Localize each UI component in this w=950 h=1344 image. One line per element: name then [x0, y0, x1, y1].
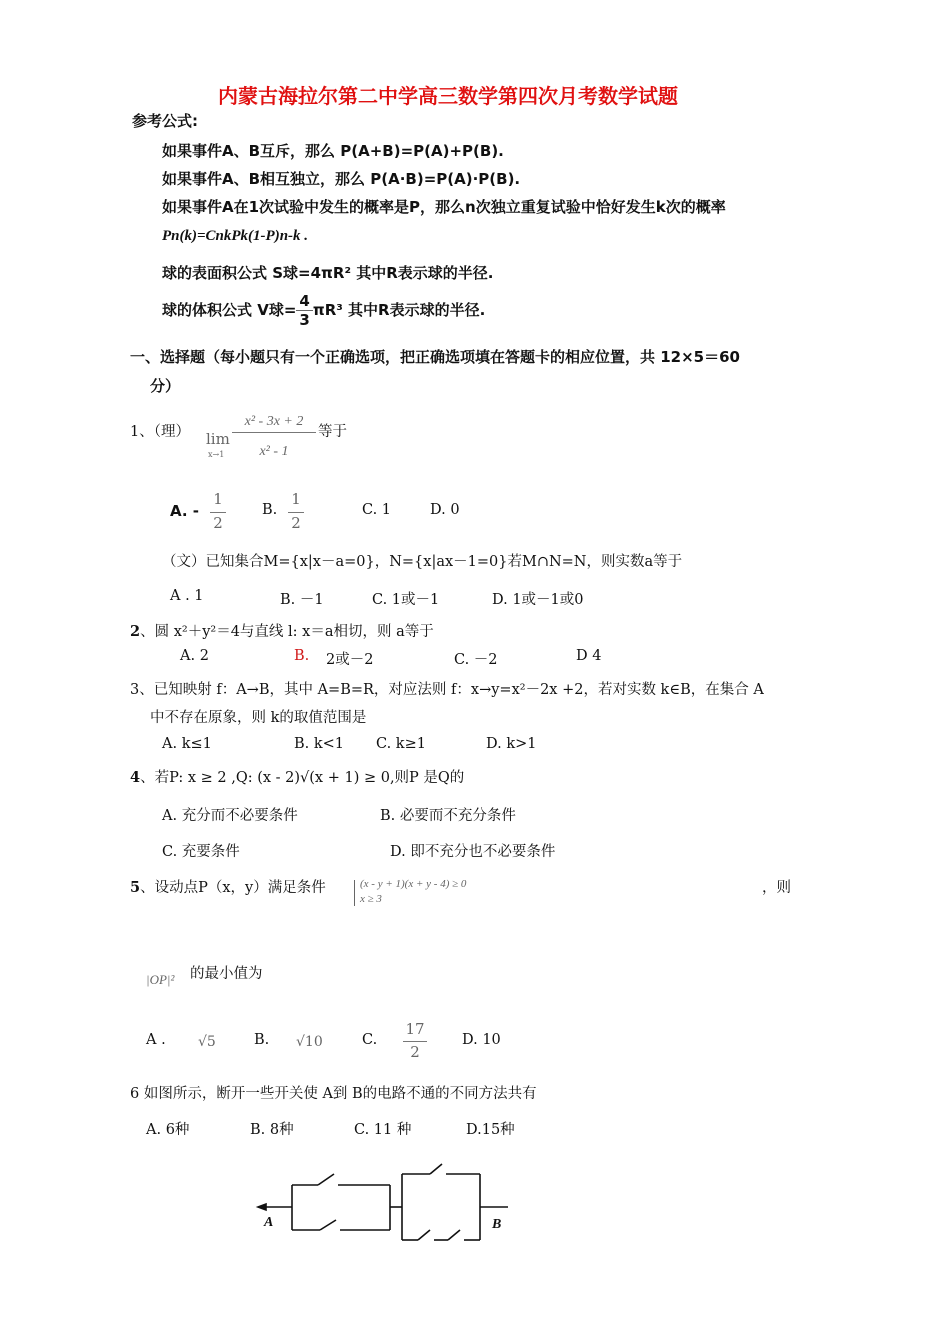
q1-option-b: B.	[262, 502, 278, 518]
q6-text: 6 如图所示，断开一些开关使 A到 B的电路不通的不同方法共有	[130, 1086, 537, 1102]
q1-denominator: x² - 1	[259, 444, 289, 459]
q1-wen-option-d: D. 1或－1或0	[492, 592, 584, 608]
q1-option-b-num: 1	[291, 490, 301, 508]
q1-suffix: 等于	[318, 424, 347, 440]
q1-option-b-den: 2	[291, 514, 301, 532]
q6-option-a: A. 6种	[146, 1122, 190, 1138]
q6-option-c: C. 11 种	[354, 1122, 412, 1138]
q1-lim-sub: x→1	[208, 450, 225, 459]
q5-option-b: B.	[254, 1032, 270, 1048]
q4-option-b: B. 必要而不充分条件	[380, 808, 516, 824]
section-heading: 一、选择题（每小题只有一个正确选项，把正确选项填在答题卡的相应位置，共 12×5＝60	[130, 348, 740, 366]
q2-option-d: D 4	[576, 648, 602, 664]
q1-lim: lim	[206, 430, 230, 448]
q3-option-b: B. k<1	[294, 736, 345, 752]
q5-option-c-den: 2	[410, 1043, 420, 1061]
q5-then: ，则	[762, 880, 791, 896]
arrow-a	[258, 1204, 266, 1210]
q1-option-d: D. 0	[430, 502, 460, 518]
formula-bernoulli: Pn(k)=CnkPk(1-P)n-k .	[162, 228, 309, 244]
q5-text: 5、设动点P（x，y）满足条件	[130, 879, 326, 896]
q4-text: 4、若P: x ≥ 2 ,Q: (x - 2)√(x + 1) ≥ 0,则P 是Q的	[130, 769, 465, 786]
q2-text: 2、圆 x²＋y²＝4与直线 l: x＝a相切，则 a等于	[130, 623, 434, 640]
q3-text: 3、已知映射 f：A→B，其中 A=B=R，对应法则 f：x→y=x²－2x +2，若对实数 k∈B，在集合 A	[130, 682, 764, 698]
reference-label: 参考公式:	[132, 112, 198, 130]
q1-option-a-den: 2	[213, 514, 223, 532]
formula-mutually-exclusive: 如果事件A、B互斥，那么 P(A+B)=P(A)+P(B).	[162, 142, 504, 160]
label-b: B	[492, 1217, 502, 1232]
q1-option-a-num: 1	[213, 490, 223, 508]
q3-option-d: D. k>1	[486, 736, 537, 752]
circuit-diagram	[250, 1160, 520, 1250]
q5-option-c-num: 17	[405, 1020, 425, 1038]
q2-option-b: B.	[294, 648, 310, 664]
q5-option-c-bar	[403, 1041, 427, 1042]
q6-option-d: D.15种	[466, 1122, 515, 1138]
q5-option-b-value: √10	[296, 1034, 323, 1050]
q2-option-b-text: 2或－2	[326, 652, 374, 668]
formula-bernoulli-text: 如果事件A在1次试验中发生的概率是P，那么n次独立重复试验中恰好发生k次的概率	[162, 198, 726, 216]
q1-option-a: A. -	[170, 502, 200, 520]
q2-option-c: C. －2	[454, 652, 498, 668]
q5-option-a-value: √5	[198, 1034, 216, 1050]
q5-min-text: 的最小值为	[190, 966, 263, 982]
switch-1	[318, 1174, 334, 1185]
switch-3	[430, 1164, 442, 1174]
q6-option-b: B. 8种	[250, 1122, 294, 1138]
formula-sphere-area: 球的表面积公式 S球=4πR² 其中R表示球的半径.	[162, 264, 494, 282]
switch-4	[418, 1230, 430, 1240]
q4-option-c: C. 充要条件	[162, 844, 240, 860]
q1-option-c: C. 1	[362, 502, 392, 518]
q5-option-c: C.	[362, 1032, 378, 1048]
q5-condition-1: (x - y + 1)(x + y - 4) ≥ 0	[360, 878, 467, 890]
formula-independent: 如果事件A、B相互独立，那么 P(A·B)=P(A)·P(B).	[162, 170, 521, 188]
q1-wen-option-a: A . 1	[170, 588, 204, 604]
q1-wen-text: （文）已知集合M={x|x－a=0}，N={x|ax－1=0}若M∩N=N，则实数a等于	[162, 554, 683, 570]
volume-fraction: $\frac{4}{3}$	[296, 292, 312, 329]
page-title: 内蒙古海拉尔第二中学高三数学第四次月考数学试题	[218, 84, 678, 108]
switch-5	[448, 1230, 460, 1240]
q5-op-norm: |OP|²	[146, 972, 175, 987]
q1-wen-option-b: B. －1	[280, 592, 324, 608]
q5-brace	[354, 880, 355, 906]
q1-prefix: 1、（理）	[130, 424, 190, 440]
q1-option-a-bar	[210, 512, 226, 513]
q5-option-a: A .	[146, 1032, 166, 1048]
q3-text-cont: 中不存在原象，则 k的取值范围是	[150, 710, 367, 726]
q2-option-a: A. 2	[180, 648, 209, 664]
q1-numerator: x² - 3x + 2	[232, 414, 316, 433]
q5-option-d: D. 10	[462, 1032, 501, 1048]
label-a: A	[264, 1215, 274, 1230]
q5-condition-2: x ≥ 3	[360, 893, 382, 905]
section-heading-cont: 分）	[150, 377, 181, 395]
formula-sphere-volume: 球的体积公式 V球= $\frac{4}{3}$ πR³ 其中R表示球的半径.	[162, 292, 486, 329]
q4-option-a: A. 充分而不必要条件	[162, 808, 298, 824]
q1-option-b-bar	[288, 512, 304, 513]
switch-2	[320, 1220, 336, 1230]
q3-option-c: C. k≥1	[376, 736, 426, 752]
q3-option-a: A. k≤1	[162, 736, 212, 752]
q1-wen-option-c: C. 1或－1	[372, 592, 440, 608]
q4-option-d: D. 即不充分也不必要条件	[390, 844, 556, 860]
